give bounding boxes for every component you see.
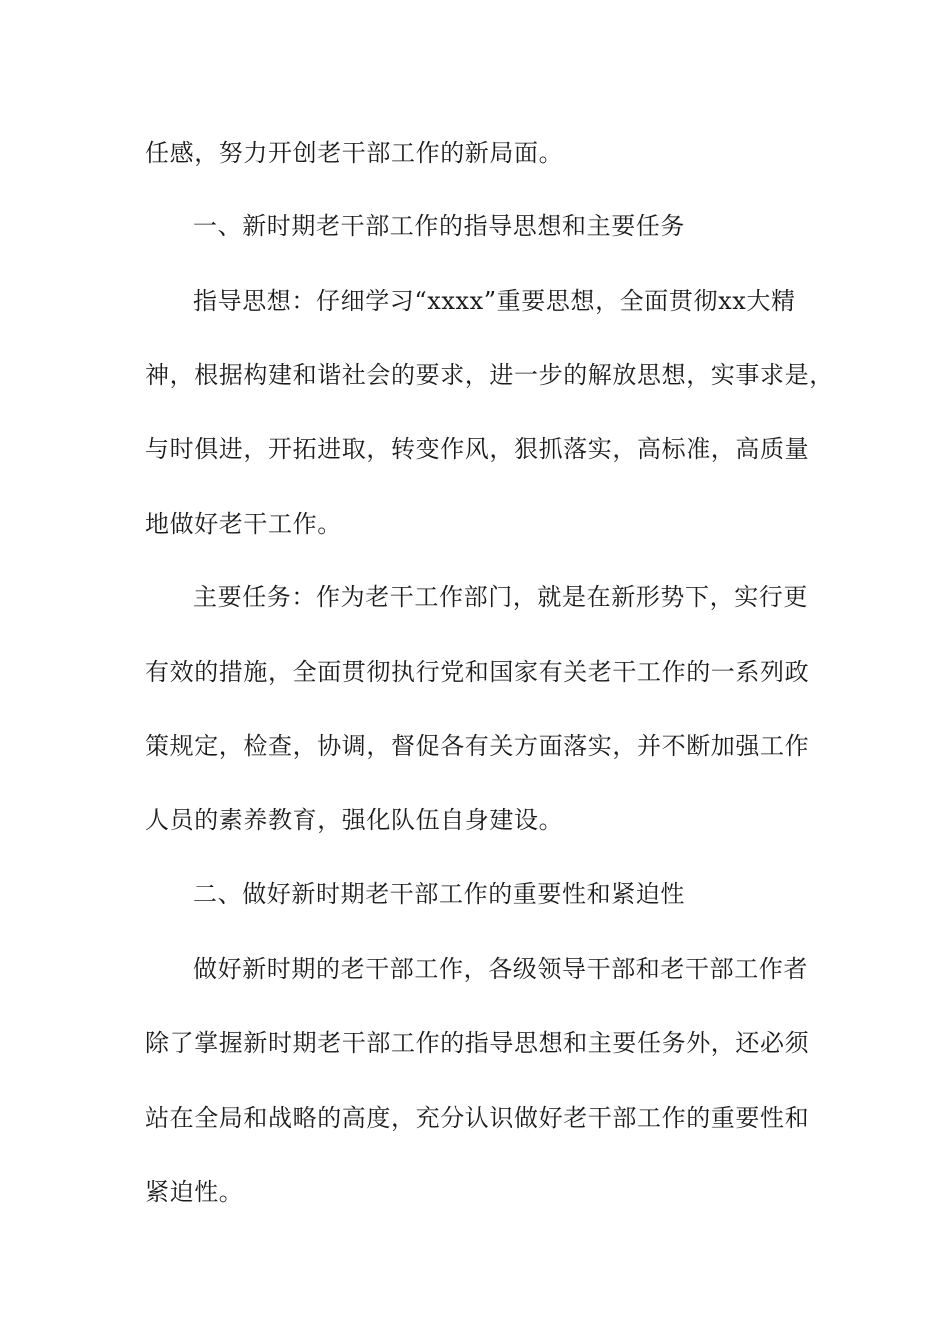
- paragraph-line: 除了掌握新时期老干部工作的指导思想和主要任务外，还必须: [145, 1029, 810, 1057]
- paragraph-line: 与时俱进，开拓进取，转变作风，狠抓落实，高标准，高质量: [145, 435, 810, 463]
- paragraph-line: 任感，努力开创老干部工作的新局面。: [145, 139, 564, 167]
- paragraph-line: 有效的措施，全面贯彻执行党和国家有关老干工作的一系列政: [145, 658, 810, 686]
- section-heading-2: 二、做好新时期老干部工作的重要性和紧迫性: [193, 880, 685, 908]
- paragraph-line: 神，根据构建和谐社会的要求，进一步的解放思想，实事求是，: [145, 361, 834, 389]
- paragraph-line: 紧迫性。: [145, 1178, 244, 1206]
- paragraph-line: 做好新时期的老干部工作，各级领导干部和老干部工作者: [193, 955, 808, 983]
- paragraph-line: 地做好老干工作。: [145, 510, 342, 538]
- paragraph-line: 站在全局和战略的高度，充分认识做好老干部工作的重要性和: [145, 1104, 810, 1132]
- paragraph-line: 指导思想：仔细学习“xxxx”重要思想，全面贯彻xx大精: [193, 287, 796, 315]
- paragraph-line: 主要任务：作为老干工作部门，就是在新形势下，实行更: [193, 583, 808, 611]
- section-heading-1: 一、新时期老干部工作的指导思想和主要任务: [193, 212, 685, 240]
- paragraph-line: 人员的素养教育，强化队伍自身建设。: [145, 806, 564, 834]
- paragraph-line: 策规定，检查，协调，督促各有关方面落实，并不断加强工作: [145, 732, 810, 760]
